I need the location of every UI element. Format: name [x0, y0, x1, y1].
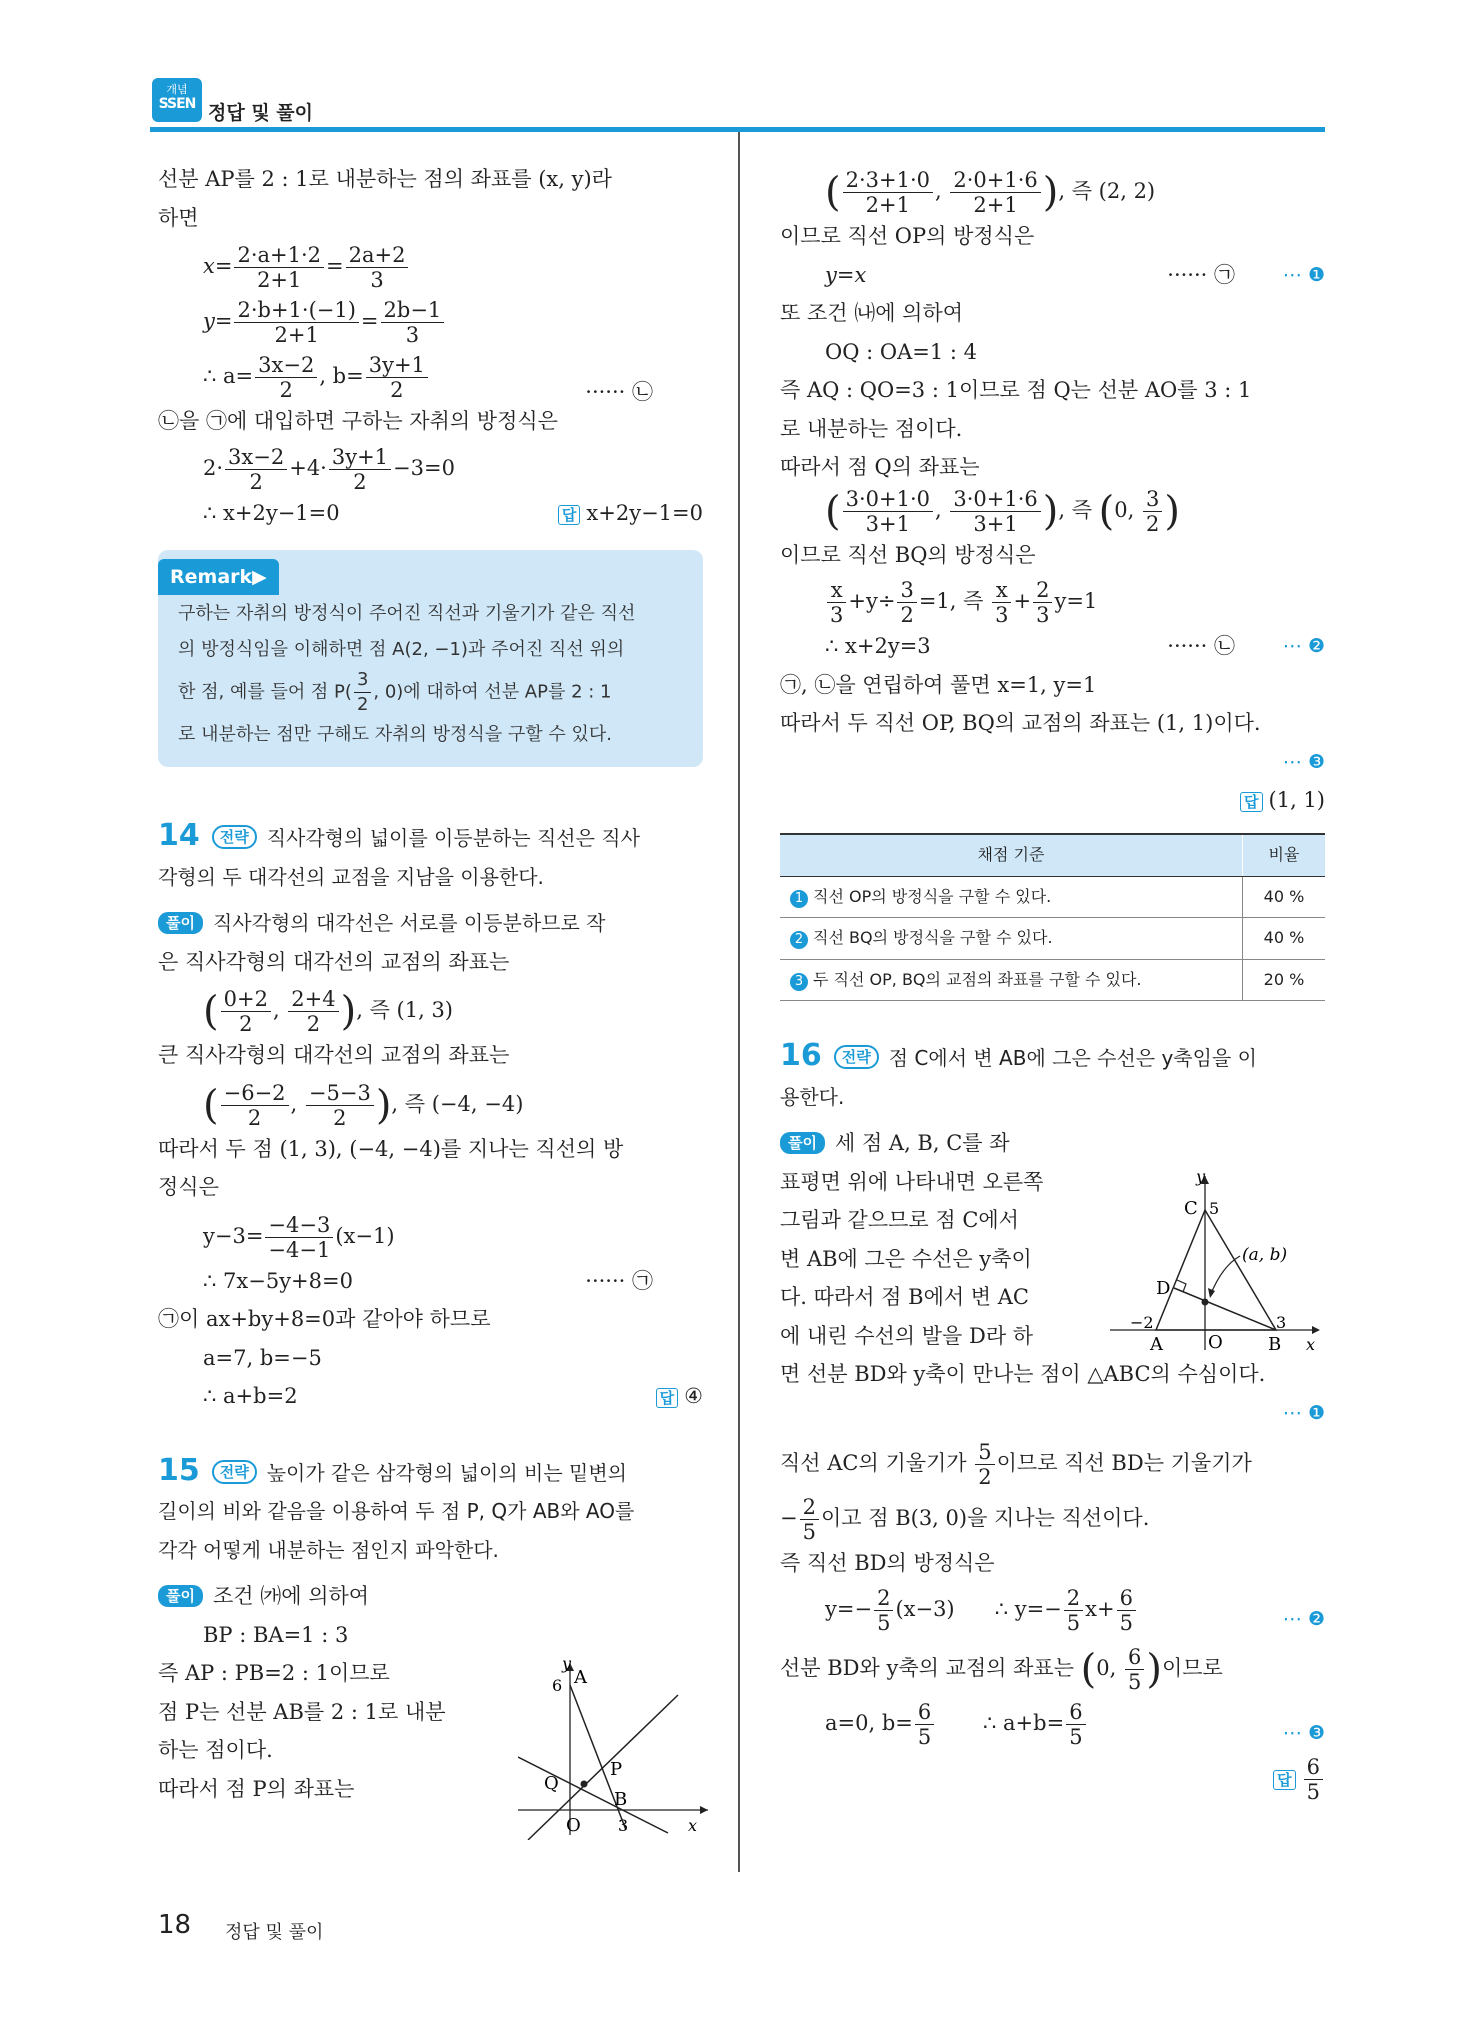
line-OP: [528, 1695, 678, 1840]
problem-15-strategy: 15 전략 높이가 같은 삼각형의 넓이의 비는 밑변의: [158, 1452, 627, 1488]
text-line: 면 선분 BD와 y축이 만나는 점이 △ABC의 수심이다.: [780, 1362, 1266, 1386]
label-O: O: [1208, 1332, 1223, 1353]
page-number: 18: [158, 1910, 192, 1940]
step-marker-1: ⋯ ❶: [1282, 263, 1325, 286]
text-line: 길이의 비와 같음을 이용하여 두 점 P, Q가 AB와 AO를: [158, 1499, 635, 1523]
label-P: P: [610, 1759, 623, 1780]
line-BQ: [518, 1757, 668, 1833]
slope-line-2: − $\frac{2}{5}$ 이고 점 B(3, 0)을 지나는 직선이다.: [780, 1494, 1150, 1544]
text-line: 하면: [158, 205, 199, 230]
remark-tag: Remark▶: [158, 559, 279, 595]
remark-line: 로 내분하는 점만 구해도 자취의 방정식을 구할 수 있다.: [178, 724, 613, 745]
text-line: 즉 AQ : QO=3 : 1이므로 점 Q는 선분 AO를 3 : 1: [780, 378, 1252, 402]
scoring-table: [780, 833, 1325, 1001]
ab-values: a=0, b= $\frac{6}{5}$ ∴ a+b= $\frac{6}{5}$ ⋯ ❸: [780, 1700, 1325, 1749]
figure-16: [1110, 1168, 1325, 1358]
text-line: 그림과 같으므로 점 C에서: [780, 1208, 1019, 1232]
label-3: 3: [618, 1816, 629, 1835]
step-marker-1: ⋯ ❶: [1282, 1401, 1325, 1424]
equation-tag: ······ ㉡: [585, 380, 653, 404]
text-line: ㉠이 ax+by+8=0과 같아야 하므로: [158, 1307, 491, 1331]
label-O: O: [566, 1815, 581, 1836]
remark-line: 한 점, 예를 들어 점 P( $\frac{3}{2}$ , 0)에 대하여 선분 AP를 2 : 1: [178, 669, 612, 715]
altitude-BD: [1174, 1288, 1276, 1330]
line-equation-result: ∴ 7x−5y+8=0 ······ ㉠: [203, 1268, 653, 1293]
locus-substitution: 2· $\frac{3x-2}{2}$ +4· $\frac{3y+1}{2}$ −3=0: [203, 444, 455, 494]
label-D: D: [1156, 1278, 1171, 1299]
equation-y: y= $\frac{2\cdot b+1\cdot(-1)}{2+1}$ = $\frac{2b-1}{3}$: [158, 298, 703, 347]
text-line: a=7, b=−5: [203, 1345, 322, 1370]
label-B: B: [614, 1789, 628, 1810]
label-Q: Q: [544, 1773, 559, 1794]
problem-14-solution: 풀이 직사각형의 대각선은 서로를 이등분하므로 작: [158, 904, 703, 943]
text-line: 즉 직선 BD의 방정식은: [780, 1550, 995, 1575]
midpoint-large: ( $\frac{-6-2}{2}$ , $\frac{-5-3}{2}$ ), 즉 (−4, −4): [203, 1080, 524, 1130]
problem-15-solution: 풀이 조건 ㈎에 의하여: [158, 1577, 703, 1616]
table-row: 1 직선 OP의 방정식을 구할 수 있다. 40 %: [780, 876, 1325, 918]
label-3: 3: [1276, 1313, 1287, 1332]
line-BQ-result: ∴ x+2y=3 ······ ㉡ ⋯ ❷: [780, 627, 1325, 666]
step-marker-3: ⋯ ❸: [1282, 1722, 1325, 1744]
text-line: BP : BA=1 : 3: [203, 1622, 349, 1647]
text-line: 은 직사각형의 대각선의 교점의 좌표는: [158, 949, 510, 974]
table-row: 2 직선 BQ의 방정식을 구할 수 있다. 40 %: [780, 918, 1325, 960]
text-line: 하는 점이다.: [158, 1738, 273, 1762]
table-header: 채점 기준: [780, 834, 1243, 876]
problem-14-strategy: 14 전략 직사각형의 넓이를 이등분하는 직선은 직사: [158, 818, 640, 853]
label-B: B: [1268, 1334, 1282, 1355]
text-line: 변 AB에 그은 수선은 y축이: [780, 1246, 1032, 1271]
text-line: 즉 AP : PB=2 : 1이므로: [158, 1661, 390, 1685]
label-x: x: [1306, 1335, 1316, 1354]
text-line: 점 P는 선분 AB를 2 : 1로 내분: [158, 1699, 446, 1724]
text-line: 각형의 두 대각선의 교점을 지남을 이용한다.: [158, 864, 544, 889]
equation-ab: ∴ a= $\frac{3x-2}{2}$ , b= $\frac{3y+1}{2}$ ······ ㉡: [158, 353, 703, 402]
text-line: 에 내린 수선의 발을 D라 하: [780, 1323, 1034, 1348]
line-BD-eq: y=− $\frac{2}{5}$ (x−3) ∴ y=− $\frac{2}{5}$ x+ $\frac{6}{5}$ ⋯ ❷: [780, 1586, 1325, 1635]
problem-16-solution: 풀이 세 점 A, B, C를 좌: [780, 1124, 1325, 1163]
label-ab: (a, b): [1242, 1245, 1288, 1265]
table-row: 3 두 직선 OP, BQ의 교점의 좌표를 구할 수 있다. 20 %: [780, 959, 1325, 1001]
left-column: [158, 160, 703, 1808]
text-line: 선분 AP를 2 : 1로 내분하는 점의 좌표를 (x, y)라: [158, 167, 612, 191]
midpoint-small: ( $\frac{0+2}{2}$ , $\frac{2+4}{2}$ ), 즉 (1, 3): [203, 987, 454, 1036]
problem-14-answer: ∴ a+b=2 답 ④: [203, 1384, 703, 1408]
running-header: 정답 및 풀이: [208, 102, 313, 124]
label-x: x: [688, 1816, 698, 1835]
label-A: A: [574, 1667, 587, 1688]
problem-16-answer: 답 $\frac{6}{5}$: [780, 1755, 1325, 1804]
text-line: 정식은: [158, 1175, 219, 1199]
label-y: y: [562, 1655, 572, 1673]
step-marker-2: ⋯ ❷: [1282, 1608, 1325, 1630]
locus-result: ∴ x+2y−1=0 답 x+2y−1=0: [203, 500, 703, 525]
step-marker-3: ⋯ ❸: [1282, 750, 1325, 773]
footer-title: 정답 및 풀이: [225, 1922, 324, 1943]
text-line: 따라서 두 직선 OP, BQ의 교점의 좌표는 (1, 1)이다.: [780, 711, 1261, 735]
label-neg2: −2: [1130, 1313, 1154, 1332]
triangle-ABC: [1156, 1210, 1276, 1330]
remark-box: [158, 550, 703, 767]
label-C: C: [1184, 1198, 1198, 1219]
text-line: 따라서 점 Q의 좌표는: [780, 455, 980, 479]
problem-16-strategy: 16 전략 점 C에서 변 AB에 그은 수선은 y축임을 이: [780, 1038, 1257, 1073]
line-OP-eq: y=x ······ ㉠ ⋯ ❶: [780, 256, 1325, 295]
text-line: ㉠, ㉡을 연립하여 풀면 x=1, y=1: [780, 672, 1097, 697]
text-line: 큰 직사각형의 대각선의 교점의 좌표는: [158, 1043, 510, 1067]
intersection-point: [581, 1781, 588, 1788]
step-1-row: [780, 1394, 1325, 1432]
line-equation: y−3= $\frac{-4-3}{-4-1}$ (x−1): [203, 1212, 395, 1262]
line-BQ-eq: $\frac{x}{3}$ +y÷ $\frac{3}{2}$ =1, 즉 $\frac{x}{3}$ + $\frac{2}{3}$ y=1: [780, 578, 1325, 627]
step-3-row: [780, 743, 1325, 781]
text-line: 로 내분하는 점이다.: [780, 416, 963, 441]
remark-line: 의 방정식임을 이해하면 점 A(2, −1)과 주어진 직선 위의: [178, 639, 625, 660]
equation-x: x= $\frac{2\cdot a+1\cdot 2}{2+1}$ = $\frac{2a+2}{3}$: [158, 243, 703, 292]
label-A: A: [1150, 1334, 1163, 1355]
text-line: 다. 따라서 점 B에서 변 AC: [780, 1285, 1030, 1309]
column-divider: [738, 132, 740, 1872]
text-line: ㉡을 ㉠에 대입하면 구하는 자취의 방정식은: [158, 409, 558, 433]
text-line: 이므로 직선 OP의 방정식은: [780, 224, 1035, 248]
text-line: 따라서 두 점 (1, 3), (−4, −4)를 지나는 직선의 방: [158, 1136, 624, 1161]
figure-15: [518, 1655, 713, 1840]
text-line: 또 조건 ㈏에 의하여: [780, 301, 964, 325]
label-y: y: [1196, 1168, 1206, 1186]
problem-15-answer: 답 (1, 1): [780, 781, 1325, 822]
table-header: 비율: [1243, 834, 1326, 876]
label-5: 5: [1209, 1199, 1220, 1218]
point-P-coords: ( $\frac{2\cdot 3+1\cdot 0}{2+1}$ , $\frac{2\cdot 0+1\cdot 6}{2+1}$ ), 즉 (2, 2): [825, 168, 1156, 217]
intersection-line: 선분 BD와 y축의 교점의 좌표는 (0, $\frac{6}{5}$ )이므로: [780, 1645, 1223, 1694]
label-6: 6: [552, 1676, 563, 1695]
step-marker-2: ⋯ ❷: [1282, 635, 1325, 657]
text-line: 이므로 직선 BQ의 방정식은: [780, 542, 1036, 567]
orthocenter-point: [1202, 1299, 1209, 1306]
text-line: OQ : OA=1 : 4: [825, 339, 977, 364]
text-line: 따라서 점 P의 좌표는: [158, 1776, 355, 1801]
point-Q-coords: ( $\frac{3\cdot 0+1\cdot 0}{3+1}$ , $\frac{3\cdot 0+1\cdot 6}{3+1}$ ), 즉 (0, $\frac{3}{2}$ ): [825, 486, 1180, 536]
text-line: 용한다.: [780, 1084, 845, 1109]
text-line: 표평면 위에 나타내면 오른쪽: [780, 1169, 1044, 1194]
brand-logo: 개념 SSEN: [152, 78, 202, 122]
right-column: [780, 168, 1325, 1804]
remark-line: 구하는 자취의 방정식이 주어진 직선과 기울기가 같은 직선: [178, 603, 636, 624]
text-line: 각각 어떻게 내분하는 점인지 파악한다.: [158, 1537, 499, 1562]
slope-line: 직선 AC의 기울기가 $\frac{5}{2}$ 이므로 직선 BD는 기울기가: [780, 1439, 1252, 1489]
